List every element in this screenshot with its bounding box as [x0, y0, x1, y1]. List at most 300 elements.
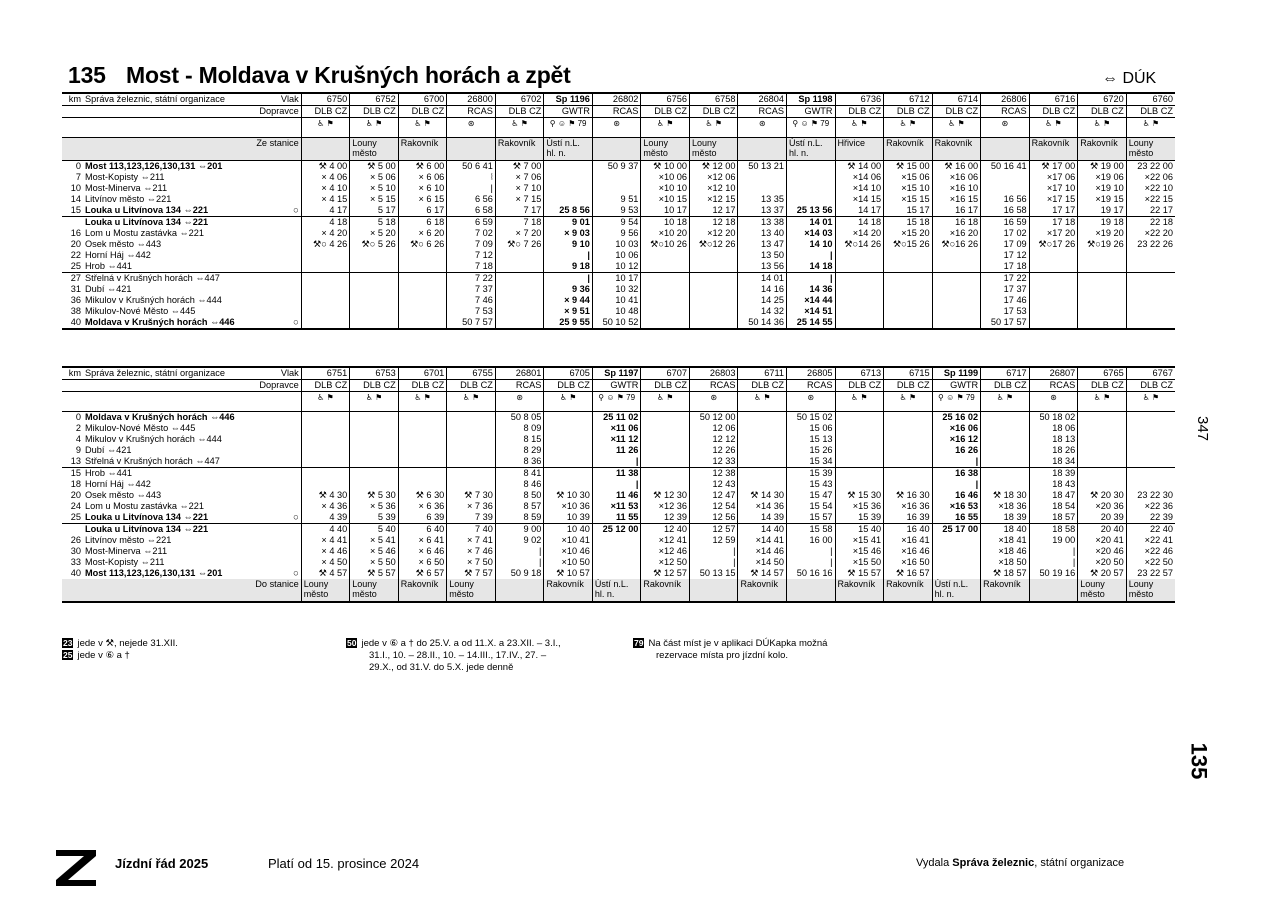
time-cell: [350, 434, 399, 445]
time-cell: ⚒ 6 30: [398, 490, 447, 501]
time-cell: 19 17: [1078, 205, 1127, 217]
time-cell: |: [689, 546, 738, 557]
time-cell: [544, 479, 593, 490]
note-50: [346, 638, 561, 674]
od-label: Ze stanice: [83, 138, 301, 161]
time-cell: 25 17 00: [932, 524, 981, 536]
time-cell: [398, 456, 447, 468]
time-cell: [689, 284, 738, 295]
od-station: [1029, 579, 1078, 602]
train-number: 6736: [835, 93, 884, 106]
time-cell: ×14 50: [738, 557, 787, 568]
time-cell: [981, 468, 1030, 480]
time-cell: ×17 10: [1029, 183, 1078, 194]
time-cell: [350, 273, 399, 285]
station-row: [62, 479, 1175, 490]
time-cell: 18 40: [981, 524, 1030, 536]
operator-label: Dopravce: [83, 380, 301, 392]
time-cell: 14 32: [738, 306, 787, 317]
time-cell: [835, 273, 884, 285]
time-cell: [544, 172, 593, 183]
time-cell: ×14 15: [835, 194, 884, 205]
time-cell: ×16 36: [884, 501, 933, 512]
time-cell: 25 11 02: [592, 412, 641, 424]
station-name: Lom u Mostu zastávka ⇔221: [85, 501, 205, 511]
time-cell: [495, 261, 544, 273]
operator-cell: DLB CZ: [884, 106, 933, 118]
km-header: km: [62, 367, 83, 380]
service-icons: ♿ ⚑: [398, 392, 447, 412]
time-cell: 18 26: [1029, 445, 1078, 456]
time-cell: [1126, 456, 1175, 468]
time-cell: 17 09: [981, 239, 1030, 250]
time-cell: [544, 161, 593, 173]
time-cell: 50 13 21: [738, 161, 787, 173]
time-cell: |: [592, 479, 641, 490]
km-value: 9: [75, 445, 82, 455]
time-cell: 14 25: [738, 295, 787, 306]
km-value: 38: [70, 306, 82, 316]
time-cell: ×14 03: [787, 228, 836, 239]
time-cell: [932, 546, 981, 557]
od-station: Rakovník: [835, 579, 884, 602]
time-cell: × 4 06: [301, 172, 350, 183]
time-cell: ⚒ 19 00: [1078, 161, 1127, 173]
time-cell: [301, 423, 350, 434]
time-cell: [544, 423, 593, 434]
station-name: Most-Kopisty ⇔211: [85, 172, 165, 182]
time-cell: [350, 306, 399, 317]
operator-cell: DLB CZ: [1078, 380, 1127, 392]
time-cell: 10 12: [592, 261, 641, 273]
train-number: 6707: [641, 367, 690, 380]
time-cell: 13 50: [738, 250, 787, 261]
time-cell: [592, 546, 641, 557]
time-cell: 14 39: [738, 512, 787, 524]
od-station: [981, 138, 1030, 161]
service-icons: ♿ ⚑: [738, 392, 787, 412]
service-icons: ♿ ⚑: [835, 118, 884, 138]
service-icons: ♿ ⚑: [1029, 118, 1078, 138]
time-cell: [301, 273, 350, 285]
stop-mark: ○: [293, 512, 299, 522]
time-cell: ×22 20: [1126, 228, 1175, 239]
operator-cell: DLB CZ: [641, 380, 690, 392]
time-cell: [981, 412, 1030, 424]
time-cell: [641, 479, 690, 490]
train-number: 26803: [689, 367, 738, 380]
time-cell: ⚒ 18 57: [981, 568, 1030, 579]
time-cell: ×15 15: [884, 194, 933, 205]
km-value: 36: [70, 295, 82, 305]
time-cell: [981, 479, 1030, 490]
km-value: 31: [70, 284, 82, 294]
station-name: Dubí ⇔421: [85, 284, 132, 294]
operator-label: Dopravce: [83, 106, 301, 118]
time-cell: ⚒ 4 00: [301, 161, 350, 173]
time-cell: [1029, 295, 1078, 306]
service-icons: ♿ ⚑: [1126, 118, 1175, 138]
time-cell: 10 17: [641, 205, 690, 217]
time-cell: [1126, 295, 1175, 306]
time-cell: ⚒○17 26: [1029, 239, 1078, 250]
time-cell: [592, 172, 641, 183]
time-cell: 23 22 00: [1126, 161, 1175, 173]
service-icons: ♿ ⚑: [835, 392, 884, 412]
time-cell: [447, 434, 496, 445]
time-cell: ×22 41: [1126, 535, 1175, 546]
time-cell: × 4 15: [301, 194, 350, 205]
time-cell: [884, 273, 933, 285]
time-cell: 12 33: [689, 456, 738, 468]
time-cell: [301, 468, 350, 480]
time-cell: 9 54: [592, 217, 641, 229]
time-cell: 10 32: [592, 284, 641, 295]
note-79-line1: Na část míst je v aplikaci DÚKapka možná: [648, 638, 828, 649]
time-cell: ⚒○ 5 26: [350, 239, 399, 250]
time-cell: × 7 36: [447, 501, 496, 512]
time-cell: 14 18: [835, 217, 884, 229]
time-cell: [350, 423, 399, 434]
time-cell: 9 02: [495, 535, 544, 546]
time-cell: × 5 15: [350, 194, 399, 205]
time-cell: × 6 50: [398, 557, 447, 568]
time-cell: [544, 468, 593, 480]
time-cell: ×12 36: [641, 501, 690, 512]
time-cell: ×19 10: [1078, 183, 1127, 194]
time-cell: 12 26: [689, 445, 738, 456]
time-cell: [447, 479, 496, 490]
time-cell: 15 40: [835, 524, 884, 536]
time-cell: × 5 46: [350, 546, 399, 557]
time-cell: [787, 161, 836, 173]
time-cell: 12 39: [641, 512, 690, 524]
time-cell: [981, 456, 1030, 468]
time-cell: 7 39: [447, 512, 496, 524]
od-label: Do stanice: [83, 579, 301, 602]
time-cell: [495, 317, 544, 329]
time-cell: 50 17 57: [981, 317, 1030, 329]
time-cell: ⚒ 12 30: [641, 490, 690, 501]
time-cell: [1078, 412, 1127, 424]
time-cell: 15 06: [787, 423, 836, 434]
time-cell: 10 48: [592, 306, 641, 317]
footer-validity: Platí od 15. prosince 2024: [268, 856, 420, 871]
operator-cell: DLB CZ: [1126, 106, 1175, 118]
operator-cell: DLB CZ: [544, 380, 593, 392]
time-cell: 14 17: [835, 205, 884, 217]
blank: [62, 106, 83, 118]
time-cell: × 4 10: [301, 183, 350, 194]
blank: [62, 118, 83, 138]
time-cell: ⚒○ 7 26: [495, 239, 544, 250]
time-cell: [1078, 261, 1127, 273]
station-name: Hrob ⇔441: [85, 261, 132, 271]
od-station: [738, 138, 787, 161]
time-cell: 12 43: [689, 479, 738, 490]
time-cell: × 4 46: [301, 546, 350, 557]
time-cell: [641, 261, 690, 273]
time-cell: 18 13: [1029, 434, 1078, 445]
time-cell: ⚒ 15 57: [835, 568, 884, 579]
time-cell: 50 7 57: [447, 317, 496, 329]
time-cell: ×14 06: [835, 172, 884, 183]
time-cell: [641, 306, 690, 317]
time-cell: 17 18: [1029, 217, 1078, 229]
station-name: [83, 205, 301, 217]
time-cell: ×20 36: [1078, 501, 1127, 512]
operator-cell: DLB CZ: [1126, 380, 1175, 392]
time-cell: [932, 273, 981, 285]
time-cell: 17 37: [981, 284, 1030, 295]
time-cell: 10 41: [592, 295, 641, 306]
time-cell: [592, 535, 641, 546]
time-cell: 7 02: [447, 228, 496, 239]
station-name: Dubí ⇔421: [85, 445, 132, 455]
time-cell: 17 46: [981, 295, 1030, 306]
header-row: [62, 367, 1175, 380]
page-number: 347: [1194, 415, 1212, 442]
time-cell: ×18 41: [981, 535, 1030, 546]
time-cell: 10 39: [544, 512, 593, 524]
time-cell: [350, 317, 399, 329]
operator-cell: DLB CZ: [1029, 106, 1078, 118]
time-cell: [884, 250, 933, 261]
od-station: Ústí n.L. hl. n.: [787, 138, 836, 161]
time-cell: 6 59: [447, 217, 496, 229]
time-cell: 50 14 36: [738, 317, 787, 329]
time-cell: 14 40: [738, 524, 787, 536]
time-cell: [835, 479, 884, 490]
time-cell: 19 18: [1078, 217, 1127, 229]
time-cell: 6 17: [398, 205, 447, 217]
time-cell: [835, 306, 884, 317]
time-cell: 50 19 16: [1029, 568, 1078, 579]
od-station: Ústí n.L. hl. n.: [544, 138, 593, 161]
train-number: 26802: [592, 93, 641, 106]
km-value: 10: [70, 183, 82, 193]
time-cell: ×15 10: [884, 183, 933, 194]
station-row: [62, 239, 1175, 250]
time-cell: 6 56: [447, 194, 496, 205]
time-cell: ⚒○10 26: [641, 239, 690, 250]
operator-cell: DLB CZ: [398, 106, 447, 118]
stop-mark: ○: [293, 205, 299, 215]
operator-cell: RCAS: [738, 106, 787, 118]
route-title: Most - Moldava v Krušných horách a zpět: [125, 62, 571, 88]
time-cell: [981, 172, 1030, 183]
time-cell: 6 40: [398, 524, 447, 536]
time-cell: [1029, 317, 1078, 329]
train-number: 6715: [884, 367, 933, 380]
time-cell: [689, 306, 738, 317]
time-cell: |: [787, 273, 836, 285]
time-cell: ⚒ 4 57: [301, 568, 350, 579]
time-cell: [884, 261, 933, 273]
service-icons: ♿ ⚑: [398, 118, 447, 138]
od-station: [787, 579, 836, 602]
time-cell: ×14 46: [738, 546, 787, 557]
time-cell: ×16 41: [884, 535, 933, 546]
time-cell: [641, 434, 690, 445]
time-cell: [544, 445, 593, 456]
time-cell: × 5 06: [350, 172, 399, 183]
time-cell: 17 53: [981, 306, 1030, 317]
time-cell: [1078, 250, 1127, 261]
time-cell: 9 53: [592, 205, 641, 217]
time-cell: [350, 468, 399, 480]
time-cell: ⚒○14 26: [835, 239, 884, 250]
time-cell: 23 22 26: [1126, 239, 1175, 250]
km-value: 0: [75, 412, 82, 422]
time-cell: ×10 46: [544, 546, 593, 557]
time-cell: 25 14 55: [787, 317, 836, 329]
station-name: Střelná v Krušných horách ⇔447: [85, 456, 220, 466]
time-cell: [835, 434, 884, 445]
time-cell: 11 38: [592, 468, 641, 480]
km-value: [62, 217, 83, 229]
time-cell: |: [495, 557, 544, 568]
time-cell: 23 22 30: [1126, 490, 1175, 501]
operator-cell: DLB CZ: [350, 106, 399, 118]
time-cell: [787, 194, 836, 205]
operator-cell: DLB CZ: [641, 106, 690, 118]
time-cell: [1029, 261, 1078, 273]
blank: [62, 392, 83, 412]
note-25: [62, 650, 130, 662]
time-cell: [398, 250, 447, 261]
time-cell: ×14 10: [835, 183, 884, 194]
service-icons: ⊛: [1029, 392, 1078, 412]
time-cell: ⚒ 18 30: [981, 490, 1030, 501]
station-label: Most 113,123,126,130,131 ⇔201: [85, 568, 223, 578]
km-value: 14: [70, 194, 82, 204]
time-cell: [1078, 468, 1127, 480]
time-cell: ⚒ 12 00: [689, 161, 738, 173]
time-cell: 11 46: [592, 490, 641, 501]
blank: [62, 380, 83, 392]
time-cell: ×10 10: [641, 183, 690, 194]
time-cell: 16 17: [932, 205, 981, 217]
time-cell: 15 13: [787, 434, 836, 445]
time-cell: 16 46: [932, 490, 981, 501]
time-cell: 12 47: [689, 490, 738, 501]
time-cell: ×10 15: [641, 194, 690, 205]
service-icons: ♿ ⚑: [1078, 392, 1127, 412]
service-icons: ♿ ⚑: [1078, 118, 1127, 138]
header-row: [62, 93, 1175, 106]
time-cell: [447, 445, 496, 456]
time-cell: [1126, 273, 1175, 285]
time-cell: [495, 284, 544, 295]
time-cell: ×19 15: [1078, 194, 1127, 205]
time-cell: [641, 445, 690, 456]
time-cell: [641, 284, 690, 295]
od-station: Louny město: [641, 138, 690, 161]
time-cell: 50 9 37: [592, 161, 641, 173]
time-cell: 11 55: [592, 512, 641, 524]
od-station: Rakovník: [738, 579, 787, 602]
station-row: [62, 161, 1175, 173]
station-name: Osek město ⇔443: [85, 490, 162, 500]
time-cell: [398, 479, 447, 490]
train-number: 26806: [981, 93, 1030, 106]
time-cell: [932, 568, 981, 579]
time-cell: ⚒ 6 57: [398, 568, 447, 579]
od-station: [689, 579, 738, 602]
train-number: 6716: [1029, 93, 1078, 106]
time-cell: [447, 456, 496, 468]
time-cell: ⚒○16 26: [932, 239, 981, 250]
km-value: 33: [70, 557, 82, 567]
time-cell: 12 12: [689, 434, 738, 445]
time-cell: 12 56: [689, 512, 738, 524]
time-cell: ×18 50: [981, 557, 1030, 568]
od-station: Rakovník: [398, 579, 447, 602]
time-cell: 8 15: [495, 434, 544, 445]
operator-cell: RCAS: [592, 106, 641, 118]
operator-cell: DLB CZ: [738, 380, 787, 392]
service-icons: ♿ ⚑: [884, 392, 933, 412]
service-icons: ⚲ ☺ ⚑ 79: [592, 392, 641, 412]
time-cell: ×10 36: [544, 501, 593, 512]
time-cell: ×16 10: [932, 183, 981, 194]
time-cell: 9 01: [544, 217, 593, 229]
od-station: Rakovník: [1029, 138, 1078, 161]
time-cell: 7 12: [447, 250, 496, 261]
train-label: Vlak: [280, 368, 299, 378]
train-number: 6701: [398, 367, 447, 380]
operator-cell: GWTR: [787, 106, 836, 118]
time-cell: 5 39: [350, 512, 399, 524]
time-cell: [738, 183, 787, 194]
station-row: [62, 524, 1175, 536]
time-cell: 18 58: [1029, 524, 1078, 536]
time-cell: [835, 468, 884, 480]
time-cell: ⚒ 4 30: [301, 490, 350, 501]
time-cell: ×22 15: [1126, 194, 1175, 205]
note-50-line1: jede v ⑥ a † do 25.V. a od 11.X. a 23.XII. – 3.I.,: [361, 638, 561, 649]
time-cell: 22 17: [1126, 205, 1175, 217]
note-50-line3: 29.X., od 31.V. do 5.X. jede denně: [369, 662, 514, 673]
time-cell: ⚒ 20 30: [1078, 490, 1127, 501]
station-name: Mikulov v Krušných horách ⇔444: [85, 434, 222, 444]
time-cell: 9 00: [495, 524, 544, 536]
time-cell: × 6 20: [398, 228, 447, 239]
time-cell: [1126, 423, 1175, 434]
time-cell: ×16 50: [884, 557, 933, 568]
time-cell: 7 53: [447, 306, 496, 317]
time-cell: 50 13 15: [689, 568, 738, 579]
time-cell: 12 17: [689, 205, 738, 217]
od-station: Louny město: [301, 579, 350, 602]
time-cell: 18 43: [1029, 479, 1078, 490]
badge-50: 50: [347, 638, 357, 648]
time-cell: [932, 250, 981, 261]
time-cell: |: [1029, 546, 1078, 557]
time-cell: 14 36: [787, 284, 836, 295]
time-cell: [350, 295, 399, 306]
time-cell: 14 10: [787, 239, 836, 250]
time-cell: [301, 412, 350, 424]
time-cell: [1078, 434, 1127, 445]
train-number: Sp 1196: [544, 93, 593, 106]
station-row: [62, 172, 1175, 183]
time-cell: [641, 423, 690, 434]
time-cell: 7 18: [495, 217, 544, 229]
od-station: Ústí n.L. hl. n.: [932, 579, 981, 602]
time-cell: [301, 479, 350, 490]
